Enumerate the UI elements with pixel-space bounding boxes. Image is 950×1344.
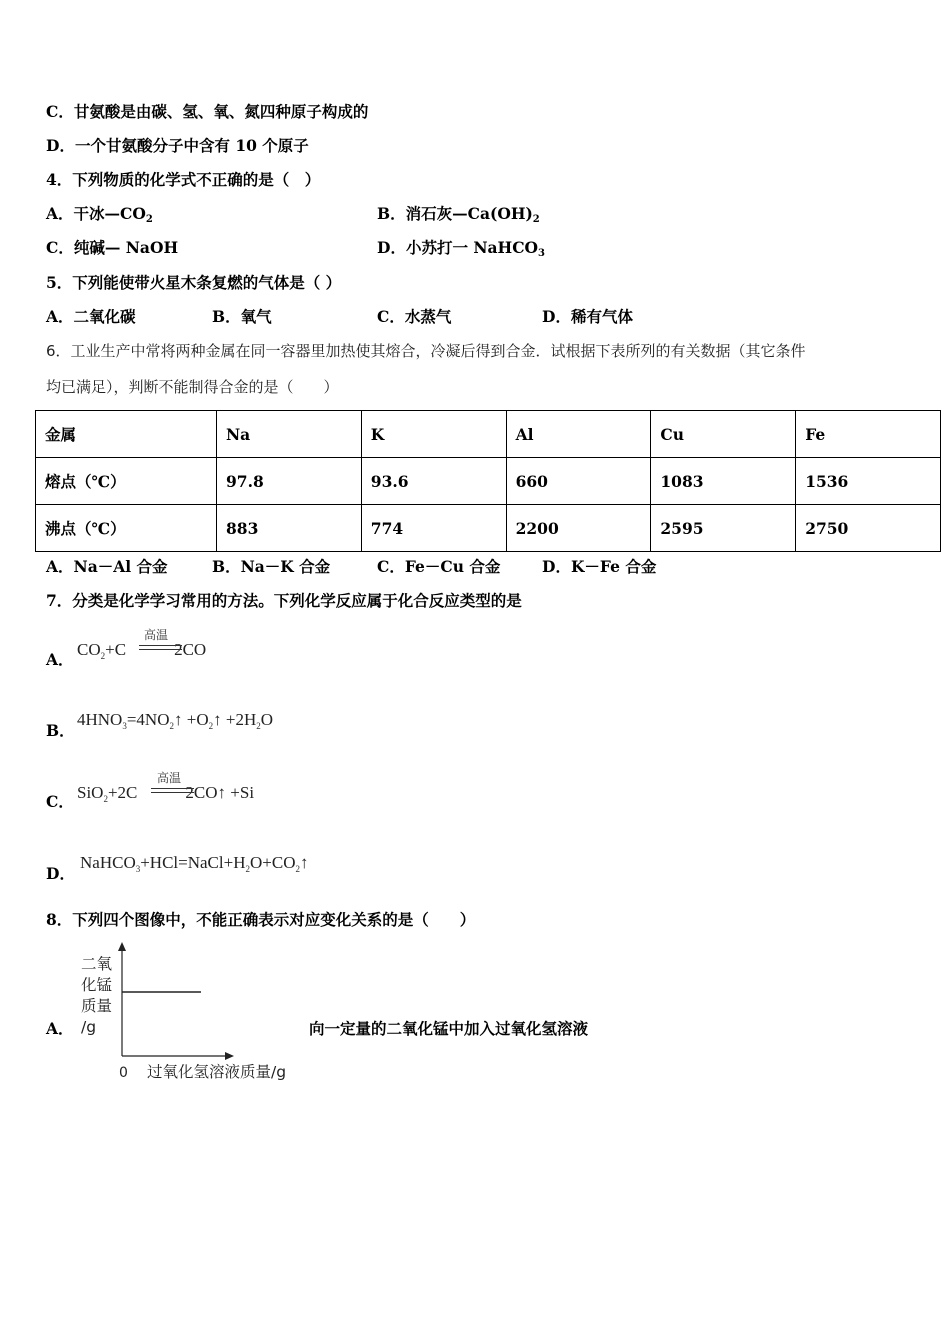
table-row bbox=[36, 411, 941, 458]
q5-stem: 5．下列能使带火星木条复燃的气体是（ ） bbox=[46, 273, 342, 292]
q8-option-a-label: A． bbox=[46, 1019, 74, 1038]
table-row bbox=[36, 458, 941, 505]
table-row bbox=[36, 505, 941, 552]
table-cell: Cu bbox=[651, 411, 796, 458]
table-cell: 93.6 bbox=[361, 458, 506, 505]
q7-equation-b: $4HNO_3=4NO_2↑$ $+O_2↑ +2H_2O$ bbox=[77, 710, 274, 731]
q7-stem: 7．分类是化学学习常用的方法。下列化学反应属于化合反应类型的是 bbox=[46, 591, 522, 610]
q7-c-equals-bar-bottom bbox=[151, 792, 194, 793]
q5-option-d: D．稀有气体 bbox=[542, 307, 633, 326]
mno2-mass-graph bbox=[110, 940, 240, 1065]
q6-option-d: D．K－Fe 合金 bbox=[542, 557, 657, 576]
q6-option-c: C．Fe－Cu 合金 bbox=[377, 557, 501, 576]
table-cell: 沸点（℃） bbox=[36, 505, 217, 552]
table-cell: 97.8 bbox=[217, 458, 362, 505]
q7-a-condition: 高温 bbox=[144, 628, 169, 642]
table-cell: Al bbox=[506, 411, 651, 458]
table-cell: 1536 bbox=[796, 458, 941, 505]
metal-properties-table bbox=[35, 410, 941, 552]
q7-option-c-label: C． bbox=[46, 792, 74, 811]
table-cell: 2750 bbox=[796, 505, 941, 552]
q7-equation-a: $CO_2+C$ 2CO bbox=[77, 640, 207, 661]
q7-option-b-label: B． bbox=[46, 721, 75, 740]
table-cell: 熔点（℃） bbox=[36, 458, 217, 505]
q5-option-a: A．二氧化碳 bbox=[46, 307, 136, 326]
graph-y-axis-arrow bbox=[118, 942, 126, 951]
table-cell: 金属 bbox=[36, 411, 217, 458]
q7-a-equals-bar-bottom bbox=[139, 649, 182, 650]
table-cell: 883 bbox=[217, 505, 362, 552]
q8-stem: 8．下列四个图像中，不能正确表示对应变化关系的是（ ） bbox=[46, 910, 476, 929]
table-cell: K bbox=[361, 411, 506, 458]
q7-option-a-label: A． bbox=[46, 650, 74, 669]
q4-option-d: D．小苏打一 NaHCO$_3$ bbox=[377, 238, 546, 259]
q7-option-d-label: D． bbox=[46, 864, 75, 883]
q4-stem: 4．下列物质的化学式不正确的是（ ） bbox=[46, 170, 321, 189]
graph-y-axis-label: 二氧 化锰 质量 /g bbox=[81, 955, 113, 1036]
q4-option-a: A．干冰$—CO_2$ bbox=[46, 204, 153, 225]
table-cell: 1083 bbox=[651, 458, 796, 505]
q7-c-condition: 高温 bbox=[157, 771, 182, 785]
table-cell: Na bbox=[217, 411, 362, 458]
q7-equation-c: SiO$_2$+2C 2CO↑ +Si bbox=[77, 783, 255, 804]
table-cell: 774 bbox=[361, 505, 506, 552]
q5-option-b: B．氧气 bbox=[212, 307, 272, 326]
q4-option-b: B．消石灰$—Ca(OH)_2$ bbox=[377, 204, 540, 225]
q5-option-c: C．水蒸气 bbox=[377, 307, 452, 326]
q4-option-c: C．纯碱— NaOH bbox=[46, 238, 179, 257]
q7-c-equals-bar-top bbox=[151, 788, 194, 789]
q7-a-equals-bar-top bbox=[139, 645, 182, 646]
q3-option-d: D．一个甘氨酸分子中含有 10 个原子 bbox=[46, 136, 309, 155]
graph-x-axis-arrow bbox=[225, 1052, 234, 1060]
table-cell: Fe bbox=[796, 411, 941, 458]
table-cell: 2595 bbox=[651, 505, 796, 552]
q6-option-a: A．Na－Al 合金 bbox=[46, 557, 168, 576]
graph-x-axis-label: 过氧化氢溶液质量/g bbox=[147, 1063, 287, 1081]
q7-equation-d: $NaHCO_3+HCl=NaCl+H_2O+CO_2↑$ bbox=[80, 853, 309, 874]
q6-option-b: B．Na－K 合金 bbox=[212, 557, 331, 576]
q8-option-a-description: 向一定量的二氧化锰中加入过氧化氢溶液 bbox=[309, 1019, 589, 1038]
table-cell: 2200 bbox=[506, 505, 651, 552]
table-cell: 660 bbox=[506, 458, 651, 505]
q6-stem-line1: 6．工业生产中常将两种金属在同一容器里加热使其熔合，冷凝后得到合金．试根据下表所列的有关数据（其它条件 bbox=[46, 342, 806, 360]
q3-option-c: C．甘氨酸是由碳、氢、氧、氮四种原子构成的 bbox=[46, 102, 369, 121]
q6-stem-line2: 均已满足），判断不能制得合金的是（ ） bbox=[46, 378, 339, 396]
graph-origin-label: 0 bbox=[119, 1065, 128, 1081]
